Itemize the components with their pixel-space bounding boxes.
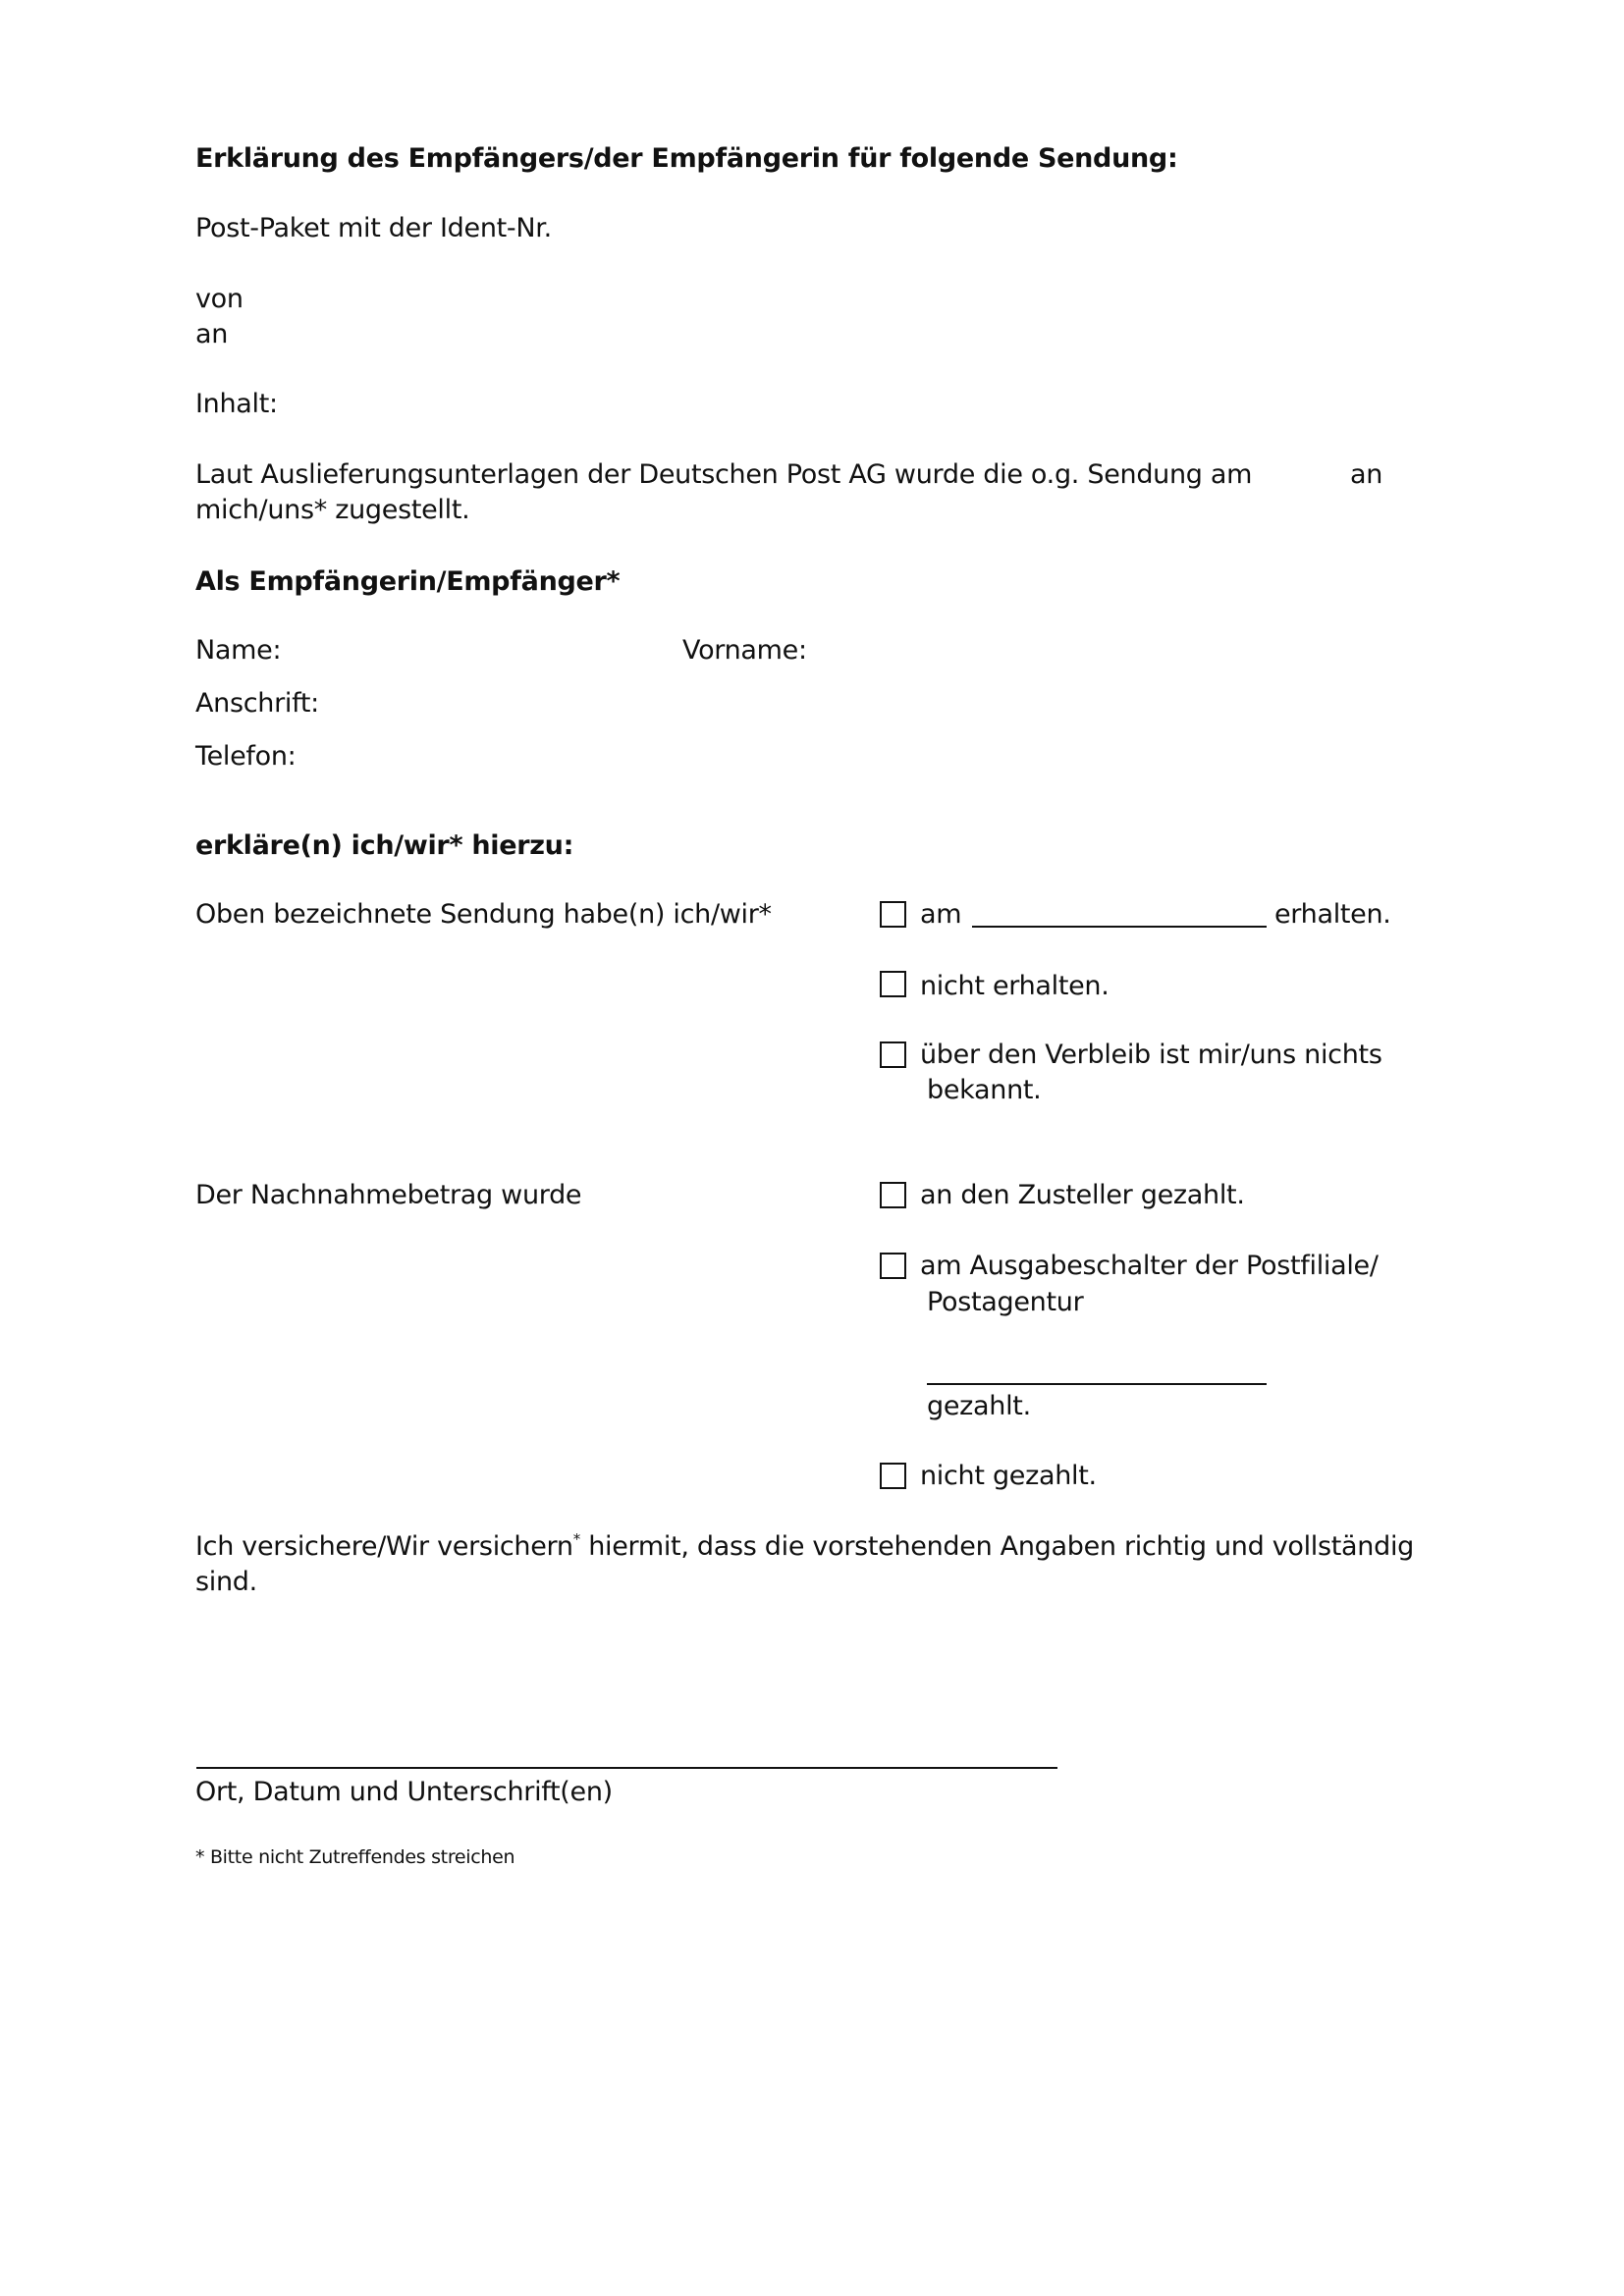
not-paid-checkbox[interactable] <box>880 1463 906 1489</box>
assurance-line2: sind. <box>195 1567 257 1597</box>
paid-label: gezahlt. <box>927 1391 1031 1421</box>
counter-location-line[interactable] <box>927 1383 1267 1385</box>
delivery-sentence-an: an <box>1350 459 1383 490</box>
cod-question: Der Nachnahmebetrag wurde <box>195 1180 582 1210</box>
assurance-asterisk: * <box>572 1530 580 1548</box>
paid-at-counter-line2: Postagentur <box>927 1287 1084 1317</box>
assurance-line1 <box>195 1529 1414 1565</box>
whereabouts-unknown-checkbox[interactable] <box>880 1041 906 1068</box>
from-label: von <box>195 284 244 314</box>
content-label: Inhalt: <box>195 389 278 419</box>
not-paid-label: nicht gezahlt. <box>920 1461 1097 1491</box>
recipient-heading: Als Empfängerin/Empfänger* <box>195 566 621 597</box>
firstname-label: Vorname: <box>682 635 807 666</box>
received-erhalten-label: erhalten. <box>1274 899 1391 930</box>
signature-line[interactable] <box>196 1767 1057 1769</box>
footnote: * Bitte nicht Zutreffendes streichen <box>195 1846 515 1868</box>
delivery-sentence-line2: mich/uns* zugestellt. <box>195 495 470 525</box>
received-question: Oben bezeichnete Sendung habe(n) ich/wir* <box>195 899 772 930</box>
paid-at-counter-line1: am Ausgabeschalter der Postfiliale/ <box>920 1251 1379 1281</box>
paid-to-courier-label: an den Zusteller gezahlt. <box>920 1180 1245 1210</box>
declare-heading: erkläre(n) ich/wir* hierzu: <box>195 830 574 861</box>
to-label: an <box>195 319 229 349</box>
received-on-date-checkbox[interactable] <box>880 901 906 928</box>
phone-label: Telefon: <box>195 741 297 772</box>
not-received-label: nicht erhalten. <box>920 971 1110 1001</box>
name-label: Name: <box>195 635 282 666</box>
paid-to-courier-checkbox[interactable] <box>880 1182 906 1208</box>
whereabouts-unknown-line2: bekannt. <box>927 1075 1042 1105</box>
received-date-line[interactable] <box>972 926 1267 928</box>
received-am-label: am <box>920 899 962 930</box>
shipment-ident-label: Post-Paket mit der Ident-Nr. <box>195 213 552 243</box>
signature-label: Ort, Datum und Unterschrift(en) <box>195 1777 613 1807</box>
paid-at-counter-checkbox[interactable] <box>880 1253 906 1279</box>
delivery-sentence-line1: Laut Auslieferungsunterlagen der Deutschen Post AG wurde die o.g. Sendung am <box>195 459 1253 490</box>
page-title: Erklärung des Empfängers/der Empfängerin für folgende Sendung: <box>195 143 1178 174</box>
not-received-checkbox[interactable] <box>880 971 906 997</box>
whereabouts-unknown-line1: über den Verbleib ist mir/uns nichts <box>920 1040 1382 1070</box>
assurance-part2: hiermit, dass die vorstehenden Angaben richtig und vollständig <box>579 1531 1414 1562</box>
assurance-part1: Ich versichere/Wir versichern <box>195 1531 573 1562</box>
address-label: Anschrift: <box>195 688 319 719</box>
